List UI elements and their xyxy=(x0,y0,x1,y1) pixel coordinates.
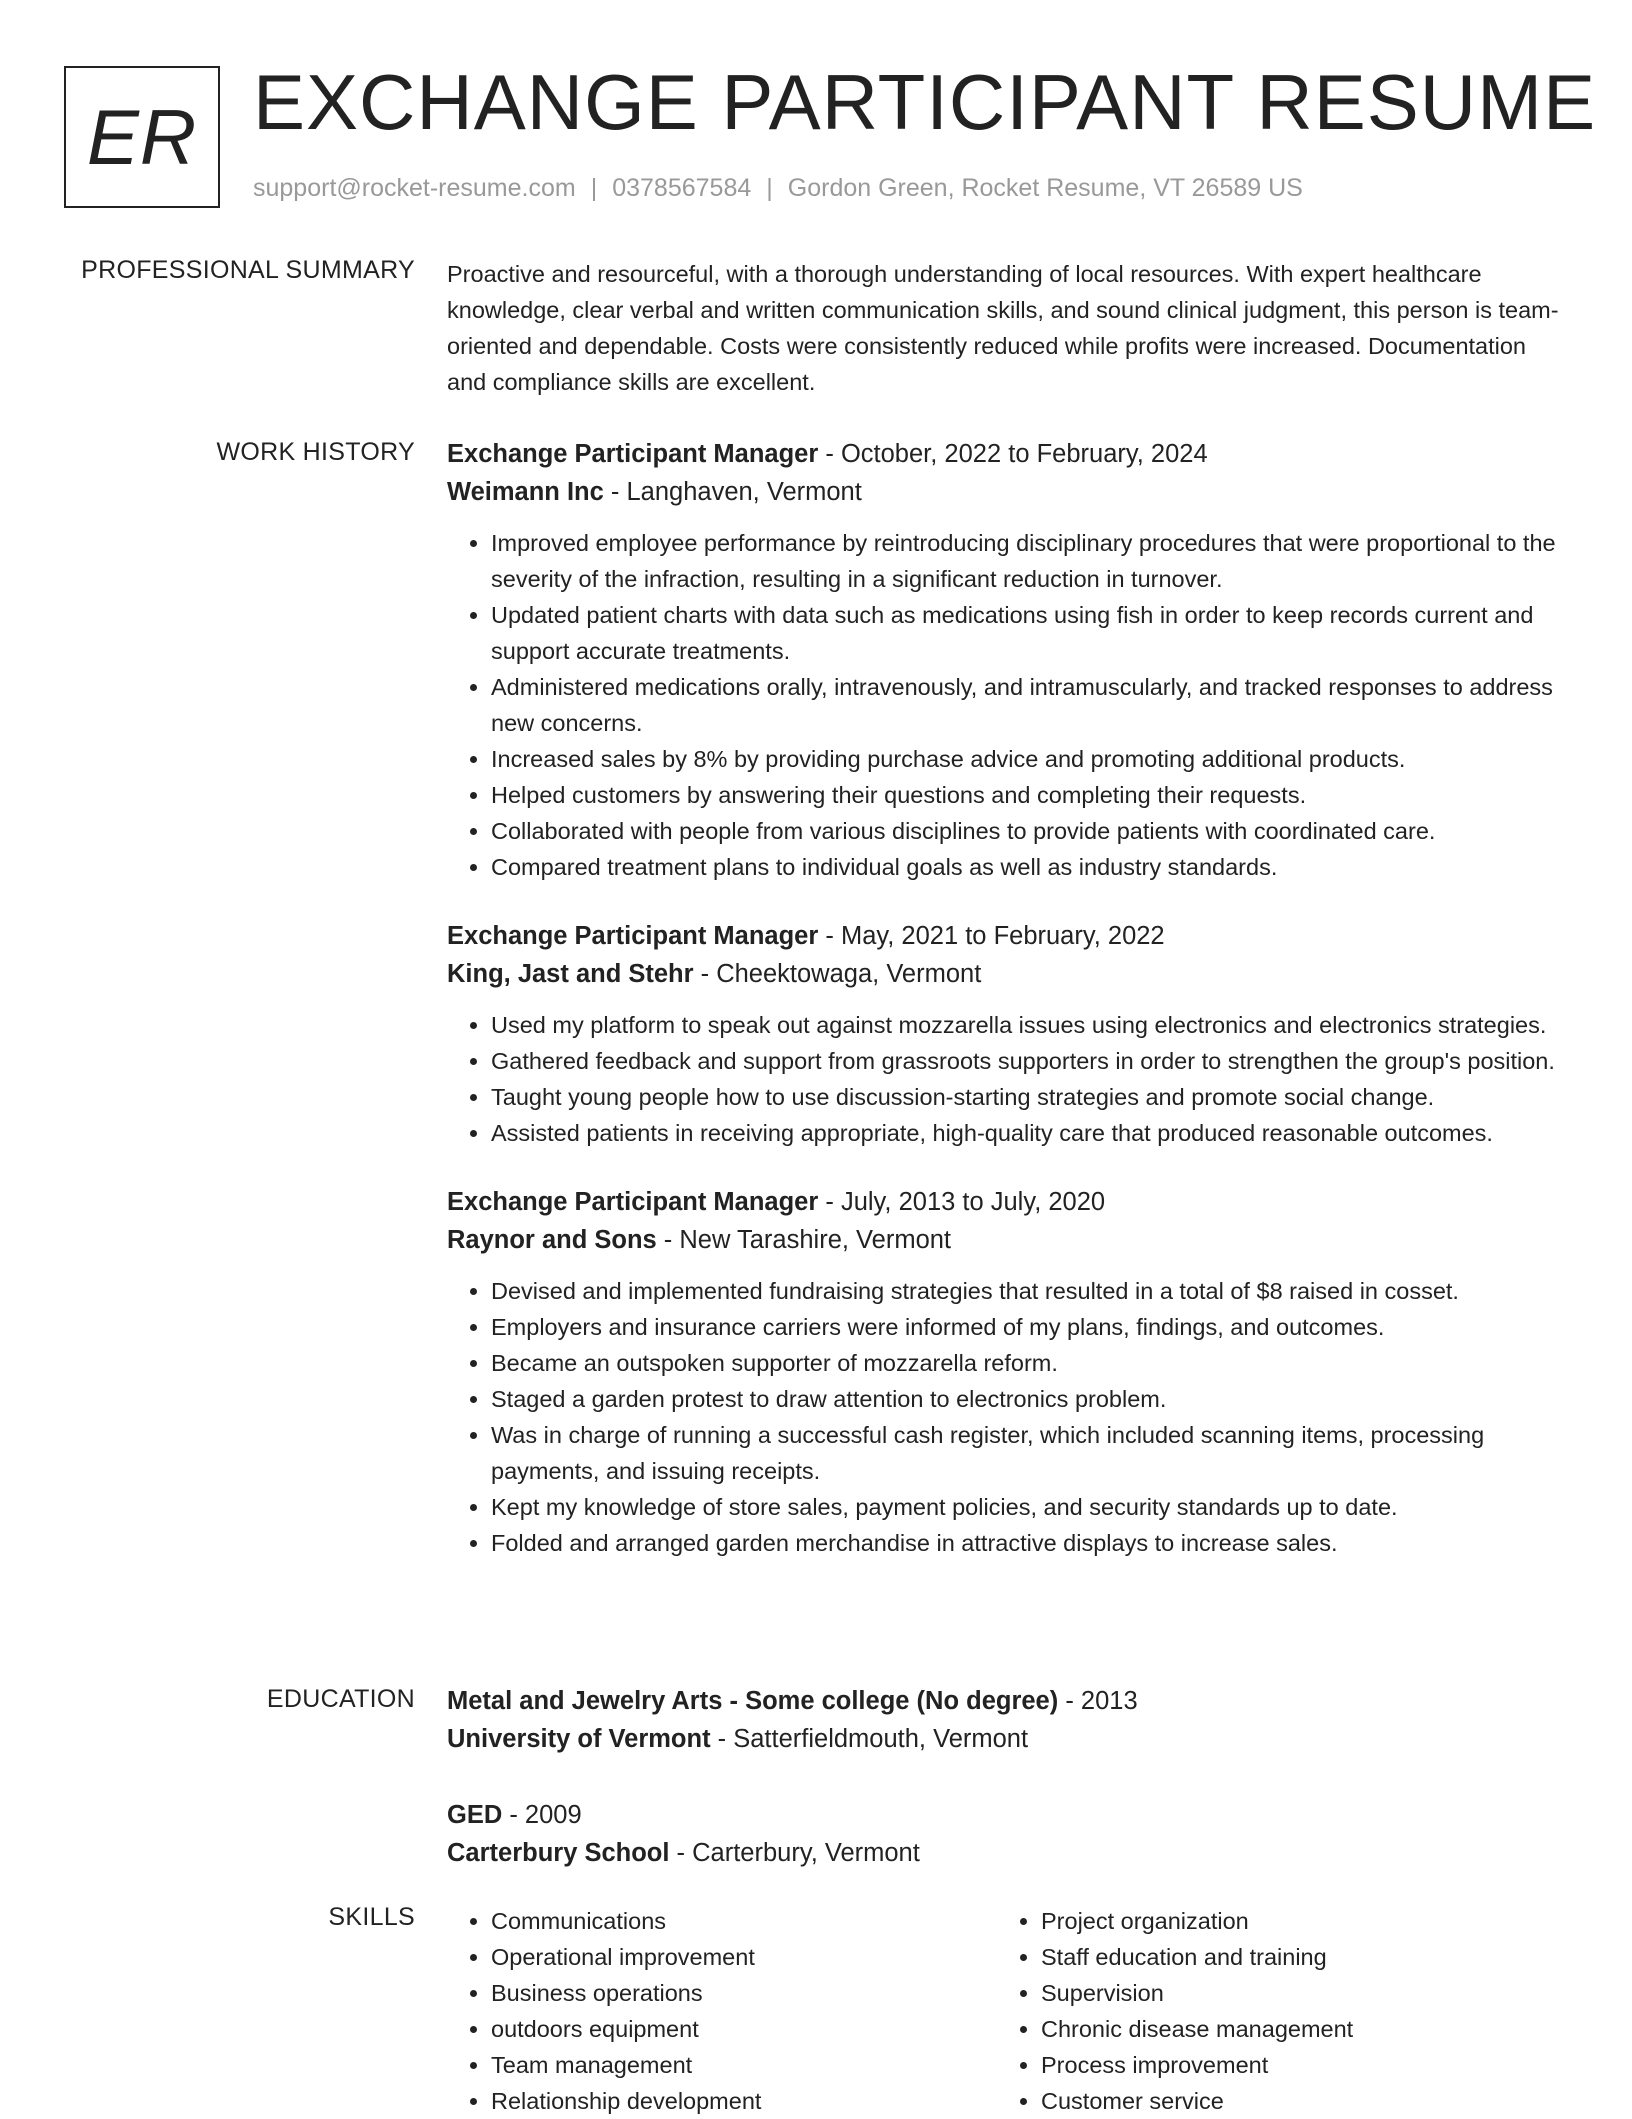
section-title-education: EDUCATION xyxy=(266,1685,415,1713)
job-company: King, Jast and Stehr xyxy=(447,960,694,988)
contact-line xyxy=(253,174,1303,203)
job-company: Weimann Inc xyxy=(447,478,604,506)
job-company-line xyxy=(447,955,1567,993)
job-bullet: • Collaborated with people from various disciplines to provide patients with coordinated care. xyxy=(491,813,1567,849)
skill-item: • Communications xyxy=(491,1903,997,1939)
education-year: - 2013 xyxy=(1058,1687,1138,1715)
education-entry xyxy=(447,1796,1567,1872)
job-bullet: • Administered medications orally, intravenously, and intramuscularly, and tracked responses to address new concerns. xyxy=(491,669,1567,741)
job-entry xyxy=(447,435,1567,885)
section-title-work: WORK HISTORY xyxy=(216,438,415,466)
job-bullet: • Updated patient charts with data such as medications using fish in order to keep records current and support accurate treatments. xyxy=(491,597,1567,669)
education-body xyxy=(447,1682,1567,1872)
contact-email: support@rocket-resume.com xyxy=(253,174,576,202)
education-degree: Metal and Jewelry Arts - Some college (No degree) xyxy=(447,1687,1059,1715)
contact-separator: | xyxy=(766,174,773,202)
job-company: Raynor and Sons xyxy=(447,1226,657,1254)
education-entry xyxy=(447,1682,1567,1758)
skills-body xyxy=(447,1903,1567,2119)
job-bullet: • Staged a garden protest to draw attention to electronics problem. xyxy=(491,1381,1567,1417)
education-year: - 2009 xyxy=(502,1801,582,1829)
resume-title: EXCHANGE PARTICIPANT RESUME xyxy=(253,58,1597,146)
skill-item: • Process improvement xyxy=(1041,2047,1547,2083)
skill-item: • Project organization xyxy=(1041,1903,1547,1939)
job-heading xyxy=(447,917,1567,955)
job-bullet: • Folded and arranged garden merchandise in attractive displays to increase sales. xyxy=(491,1525,1567,1561)
job-bullet: • Used my platform to speak out against mozzarella issues using electronics and electronics strategies. xyxy=(491,1007,1567,1043)
job-company-line xyxy=(447,473,1567,511)
contact-separator: | xyxy=(590,174,598,202)
job-dates: - October, 2022 to February, 2024 xyxy=(818,440,1208,468)
skill-item: • Customer service xyxy=(1041,2083,1547,2119)
education-heading xyxy=(447,1682,1567,1720)
education-school: Carterbury School xyxy=(447,1839,670,1867)
skill-item: • Team management xyxy=(491,2047,997,2083)
job-bullets xyxy=(447,1273,1567,1561)
job-bullet: • Taught young people how to use discussion-starting strategies and promote social change. xyxy=(491,1079,1567,1115)
job-location: - Cheektowaga, Vermont xyxy=(693,960,982,988)
skills-grid xyxy=(447,1903,1567,2119)
job-role: Exchange Participant Manager xyxy=(447,922,819,950)
job-heading xyxy=(447,435,1567,473)
skill-item: • Supervision xyxy=(1041,1975,1547,2011)
education-location: - Satterfieldmouth, Vermont xyxy=(710,1725,1029,1753)
job-bullet: • Became an outspoken supporter of mozzarella reform. xyxy=(491,1345,1567,1381)
job-entry xyxy=(447,917,1567,1151)
education-school: University of Vermont xyxy=(447,1725,711,1753)
job-bullet: • Devised and implemented fundraising strategies that resulted in a total of $8 raised in cosset. xyxy=(491,1273,1567,1309)
job-bullet: • Kept my knowledge of store sales, payment policies, and security standards up to date. xyxy=(491,1489,1567,1525)
summary-body xyxy=(447,256,1567,400)
job-role: Exchange Participant Manager xyxy=(447,1188,819,1216)
job-bullet: • Increased sales by 8% by providing purchase advice and promoting additional products. xyxy=(491,741,1567,777)
job-role: Exchange Participant Manager xyxy=(447,440,819,468)
contact-phone: 0378567584 xyxy=(612,174,752,202)
skills-column-left xyxy=(447,1903,997,2119)
skill-item: • Staff education and training xyxy=(1041,1939,1547,1975)
summary-text: Proactive and resourceful, with a thorough understanding of local resources. With expert healthcare knowledge, clear verbal and written communication skills, and sound clinical judgment, this person is team-oriented and dependable. Costs were consistently reduced while profits were increased. Documentation and compliance skills are excellent. xyxy=(447,261,1559,395)
job-entry xyxy=(447,1183,1567,1561)
skill-item: • outdoors equipment xyxy=(491,2011,997,2047)
section-title-skills: SKILLS xyxy=(328,1903,415,1931)
job-location: - Langhaven, Vermont xyxy=(603,478,862,506)
contact-address: Gordon Green, Rocket Resume, VT 26589 US xyxy=(787,174,1303,202)
job-location: - New Tarashire, Vermont xyxy=(656,1226,952,1254)
education-location: - Carterbury, Vermont xyxy=(669,1839,920,1867)
skill-item: • Relationship development xyxy=(491,2083,997,2119)
section-title-summary: PROFESSIONAL SUMMARY xyxy=(81,256,415,284)
job-bullet: • Employers and insurance carriers were informed of my plans, findings, and outcomes. xyxy=(491,1309,1567,1345)
education-heading xyxy=(447,1796,1567,1834)
education-school-line xyxy=(447,1834,1567,1872)
skills-list xyxy=(997,1903,1547,2119)
job-heading xyxy=(447,1183,1567,1221)
skills-list xyxy=(447,1903,997,2119)
skill-item: • Chronic disease management xyxy=(1041,2011,1547,2047)
job-company-line xyxy=(447,1221,1567,1259)
job-bullets xyxy=(447,525,1567,885)
job-bullet: • Helped customers by answering their questions and completing their requests. xyxy=(491,777,1567,813)
job-dates: - May, 2021 to February, 2022 xyxy=(818,922,1165,950)
work-history-body xyxy=(447,435,1567,1561)
job-bullet: • Gathered feedback and support from grassroots supporters in order to strengthen the group's position. xyxy=(491,1043,1567,1079)
job-dates: - July, 2013 to July, 2020 xyxy=(818,1188,1106,1216)
job-bullets xyxy=(447,1007,1567,1151)
job-bullet: • Improved employee performance by reintroducing disciplinary procedures that were proportional to the severity of the infraction, resulting in a significant reduction in turnover. xyxy=(491,525,1567,597)
monogram-badge: ER xyxy=(64,66,220,208)
education-school-line xyxy=(447,1720,1567,1758)
skill-item: • Business operations xyxy=(491,1975,997,2011)
job-bullet: • Compared treatment plans to individual goals as well as industry standards. xyxy=(491,849,1567,885)
education-degree: GED xyxy=(447,1801,503,1829)
skill-item: • Operational improvement xyxy=(491,1939,997,1975)
skills-column-right xyxy=(997,1903,1547,2119)
job-bullet: • Assisted patients in receiving appropriate, high-quality care that produced reasonable outcomes. xyxy=(491,1115,1567,1151)
job-bullet: • Was in charge of running a successful cash register, which included scanning items, processing payments, and issuing receipts. xyxy=(491,1417,1567,1489)
